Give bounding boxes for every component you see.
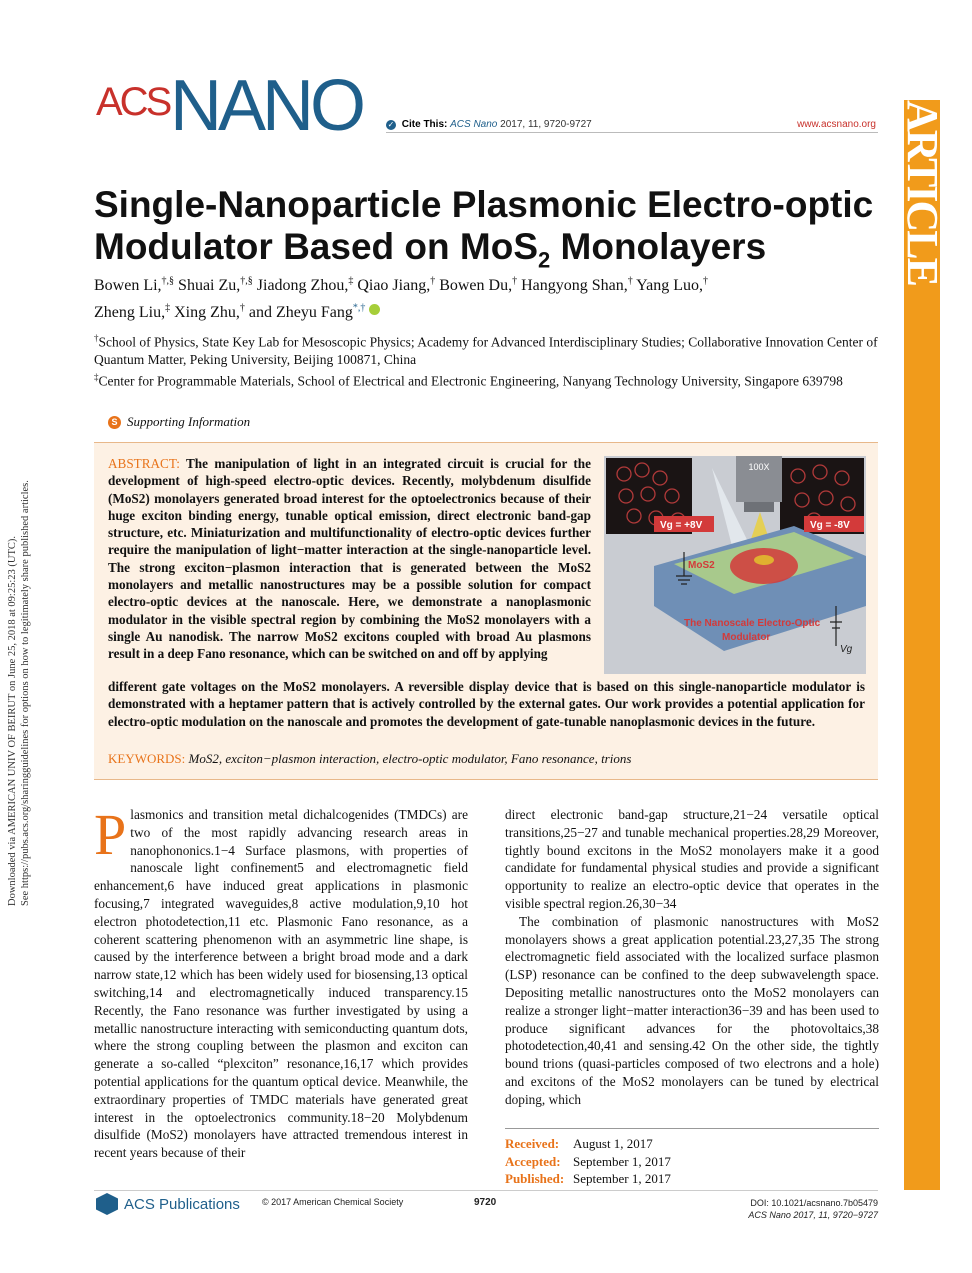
- check-icon: ✓: [387, 120, 395, 129]
- body-column-1: Plasmonics and transition metal dichalcogenides (TMDCs) are two of the most rapidly advancing research areas in nanophononics.1−4 Surface plasmons, with properties of nanoscale light confinement5 and electromagnetic field enhancement,6 have induced great applications in plasmonic focusing,7 integrated waveguides,8 active modulation,9,10 hot electron photodetection,11 etc. Plasmonic Fano resonance, as a coherent scattering phenomenon with an asymmetric line shape, is caused by the interference between a bright broad mode and a dark narrow state,12 which has been widely used for biosensing,13 optical switching,14 and electromagnetically induced transparency.15 Recently, the Fano resonance was further investigated by using a metallic nanostructure interacting with semiconducting quantum dots, where the strong coupling between the plasmon and exciton can generate a so-called “plexciton” resonance,16,17 which provides potential applications for the quantum optical device. Meanwhile, the extraordinary properties of TMDC materials have generated great interest in the optoelectronics community.18−20 Molybdenum disulfide (MoS2) monolayers have attracted tremendous interest in recent years because of their: [94, 802, 468, 1161]
- abstract-text: ABSTRACT: The manipulation of light in an integrated circuit is crucial for the development of high-speed electro-optic devices. Recently, molybdenum disulfide (MoS2) monolayers generated broad interest for the optoelectronics because of their huge exciton binding energy, tunable optical emission, direct electronic band-gap structure, etc. Miniaturization and multifunctionality of electro-optic devices further require the manipulation of light−matter interaction at the single-nanoparticle level. The strong exciton−plasmon interaction that is generated between the MoS2 monolayers and metallic nanostructures may be a possible solution for compact electro-optic devices at the nanoscale. Here, we demonstrate a nanoplasmonic modulator in the visible spectral region by combining the MoS2 monolayers with a single Au nanodisk. The narrow MoS2 excitons coupled with broad Au plasmons result in a deep Fano resonance, which can be switched on and off by applying: [108, 456, 591, 662]
- abstract-text-continued: different gate voltages on the MoS2 monolayers. A reversible display device that is based on this single-nanoparticle modulator is demonstrated with a heptamer pattern that is actively controlled by the external gates. Our work provides a potential application for electro-optic modulation on the nanoscale and promotes the development of gate-tunable nanoplasmonic devices in the future.: [108, 679, 865, 729]
- header-divider: [386, 132, 878, 133]
- svg-text:100X: 100X: [748, 462, 770, 472]
- date-published: Published: September 1, 2017: [505, 1171, 671, 1186]
- svg-text:MoS2: MoS2: [688, 560, 715, 571]
- author[interactable]: Jiadong Zhou,‡: [256, 276, 354, 295]
- author-list: [94, 271, 884, 324]
- svg-text:The Nanoscale Electro-Optic: The Nanoscale Electro-Optic: [684, 618, 821, 629]
- orcid-icon[interactable]: [369, 304, 380, 315]
- author[interactable]: Qiao Jiang,†: [357, 276, 436, 295]
- svg-text:Vg = +8V: Vg = +8V: [660, 520, 703, 531]
- device-illustration: [604, 456, 866, 674]
- supporting-info-icon: S: [108, 416, 121, 429]
- svg-text:Vg: Vg: [840, 644, 853, 655]
- author[interactable]: Hangyong Shan,†: [521, 276, 633, 295]
- paper-title: Single-Nanoparticle Plasmonic Electro-optic Modulator Based on MoS$_2$ Monolayers: [94, 184, 874, 273]
- supporting-info-link[interactable]: S Supporting Information: [108, 414, 250, 430]
- doi-block: DOI: 10.1021/acsnano.7b05479 ACS Nano 2017, 11, 9720−9727: [748, 1198, 878, 1220]
- author[interactable]: and Zheyu Fang*,†: [248, 302, 366, 321]
- date-received: Received: August 1, 2017: [505, 1136, 653, 1151]
- author[interactable]: Shuai Zu,†,§: [178, 276, 253, 295]
- doi-link[interactable]: DOI: 10.1021/acsnano.7b05479: [750, 1198, 878, 1208]
- dropcap: P: [94, 802, 127, 867]
- author[interactable]: Xing Zhu,†: [174, 302, 245, 321]
- cite-this[interactable]: ✓ Cite This: ACS Nano 2017, 11, 9720-9727: [387, 119, 592, 130]
- svg-text:Vg = -8V: Vg = -8V: [810, 520, 850, 531]
- article-sidebar: ARTICLE: [904, 100, 940, 1190]
- acs-publications-logo: ACS Publications: [96, 1193, 240, 1215]
- author[interactable]: Bowen Du,†: [439, 276, 518, 295]
- affiliation: †School of Physics, State Key Lab for Mesoscopic Physics; Academy for Advanced Interdisciplinary Studies; Collaborative Innovation Center of Quantum Matter, Peking University, Beijing 100871, China: [94, 333, 878, 367]
- toc-graphic: [604, 456, 866, 674]
- date-accepted: Accepted: September 1, 2017: [505, 1153, 671, 1169]
- affiliation: ‡Center for Programmable Materials, School of Electrical and Electronic Engineering, Nanyang Technology University, Singapore 639798: [94, 372, 843, 389]
- download-note: Downloaded via AMERICAN UNIV OF BEIRUT on June 25, 2018 at 09:25:23 (UTC). See https://pubs.acs.org/sharingguidelines for options on how to legitimately share published articles.: [7, 480, 31, 906]
- copyright: © 2017 American Chemical Society: [262, 1197, 404, 1207]
- author[interactable]: Bowen Li,†,§: [94, 276, 175, 295]
- footer-divider: [94, 1190, 878, 1191]
- author[interactable]: Yang Luo,†: [636, 276, 708, 295]
- journal-website-link[interactable]: www.acsnano.org: [797, 119, 876, 130]
- page-number: 9720: [474, 1197, 497, 1208]
- publication-dates: [505, 1128, 879, 1188]
- acs-hex-icon: [96, 1193, 118, 1215]
- keywords: KEYWORDS: MoS2, exciton−plasmon interaction, electro-optic modulator, Fano resonance, trions: [108, 751, 632, 766]
- author[interactable]: Zheng Liu,‡: [94, 302, 171, 321]
- body-column-2: direct electronic band-gap structure,21−24 versatile optical transitions,25−27 and tunable mechanical properties.28,29 Moreover, tightly bound excitons in the MoS2 monolayers make it a good candidate for fundamental physical studies and provide a significant opportunity to realize an electro-optic device that operates in the visible spectral region.26,30−34 The combination of plasmonic nanostructures with MoS2 monolayers shows a great application potential.23,27,35 The strong electromagnetic field associated with the localized surface plasmon (LSP) resonance can be confined to the deep subwavelength space. Depositing metallic nanostructures onto the MoS2 monolayers can realize a stronger light−matter interaction36−39 and has been used to produce significant advances for the photovoltaics,38 photodetection,40,41 and sensing.42 On the other side, the tightly bound trions (quasi-particles composed of two electrons and a hole) and excitons of the MoS2 monolayers can be tuned by electrical doping, which: [505, 807, 879, 1107]
- svg-text:Modulator: Modulator: [722, 632, 771, 643]
